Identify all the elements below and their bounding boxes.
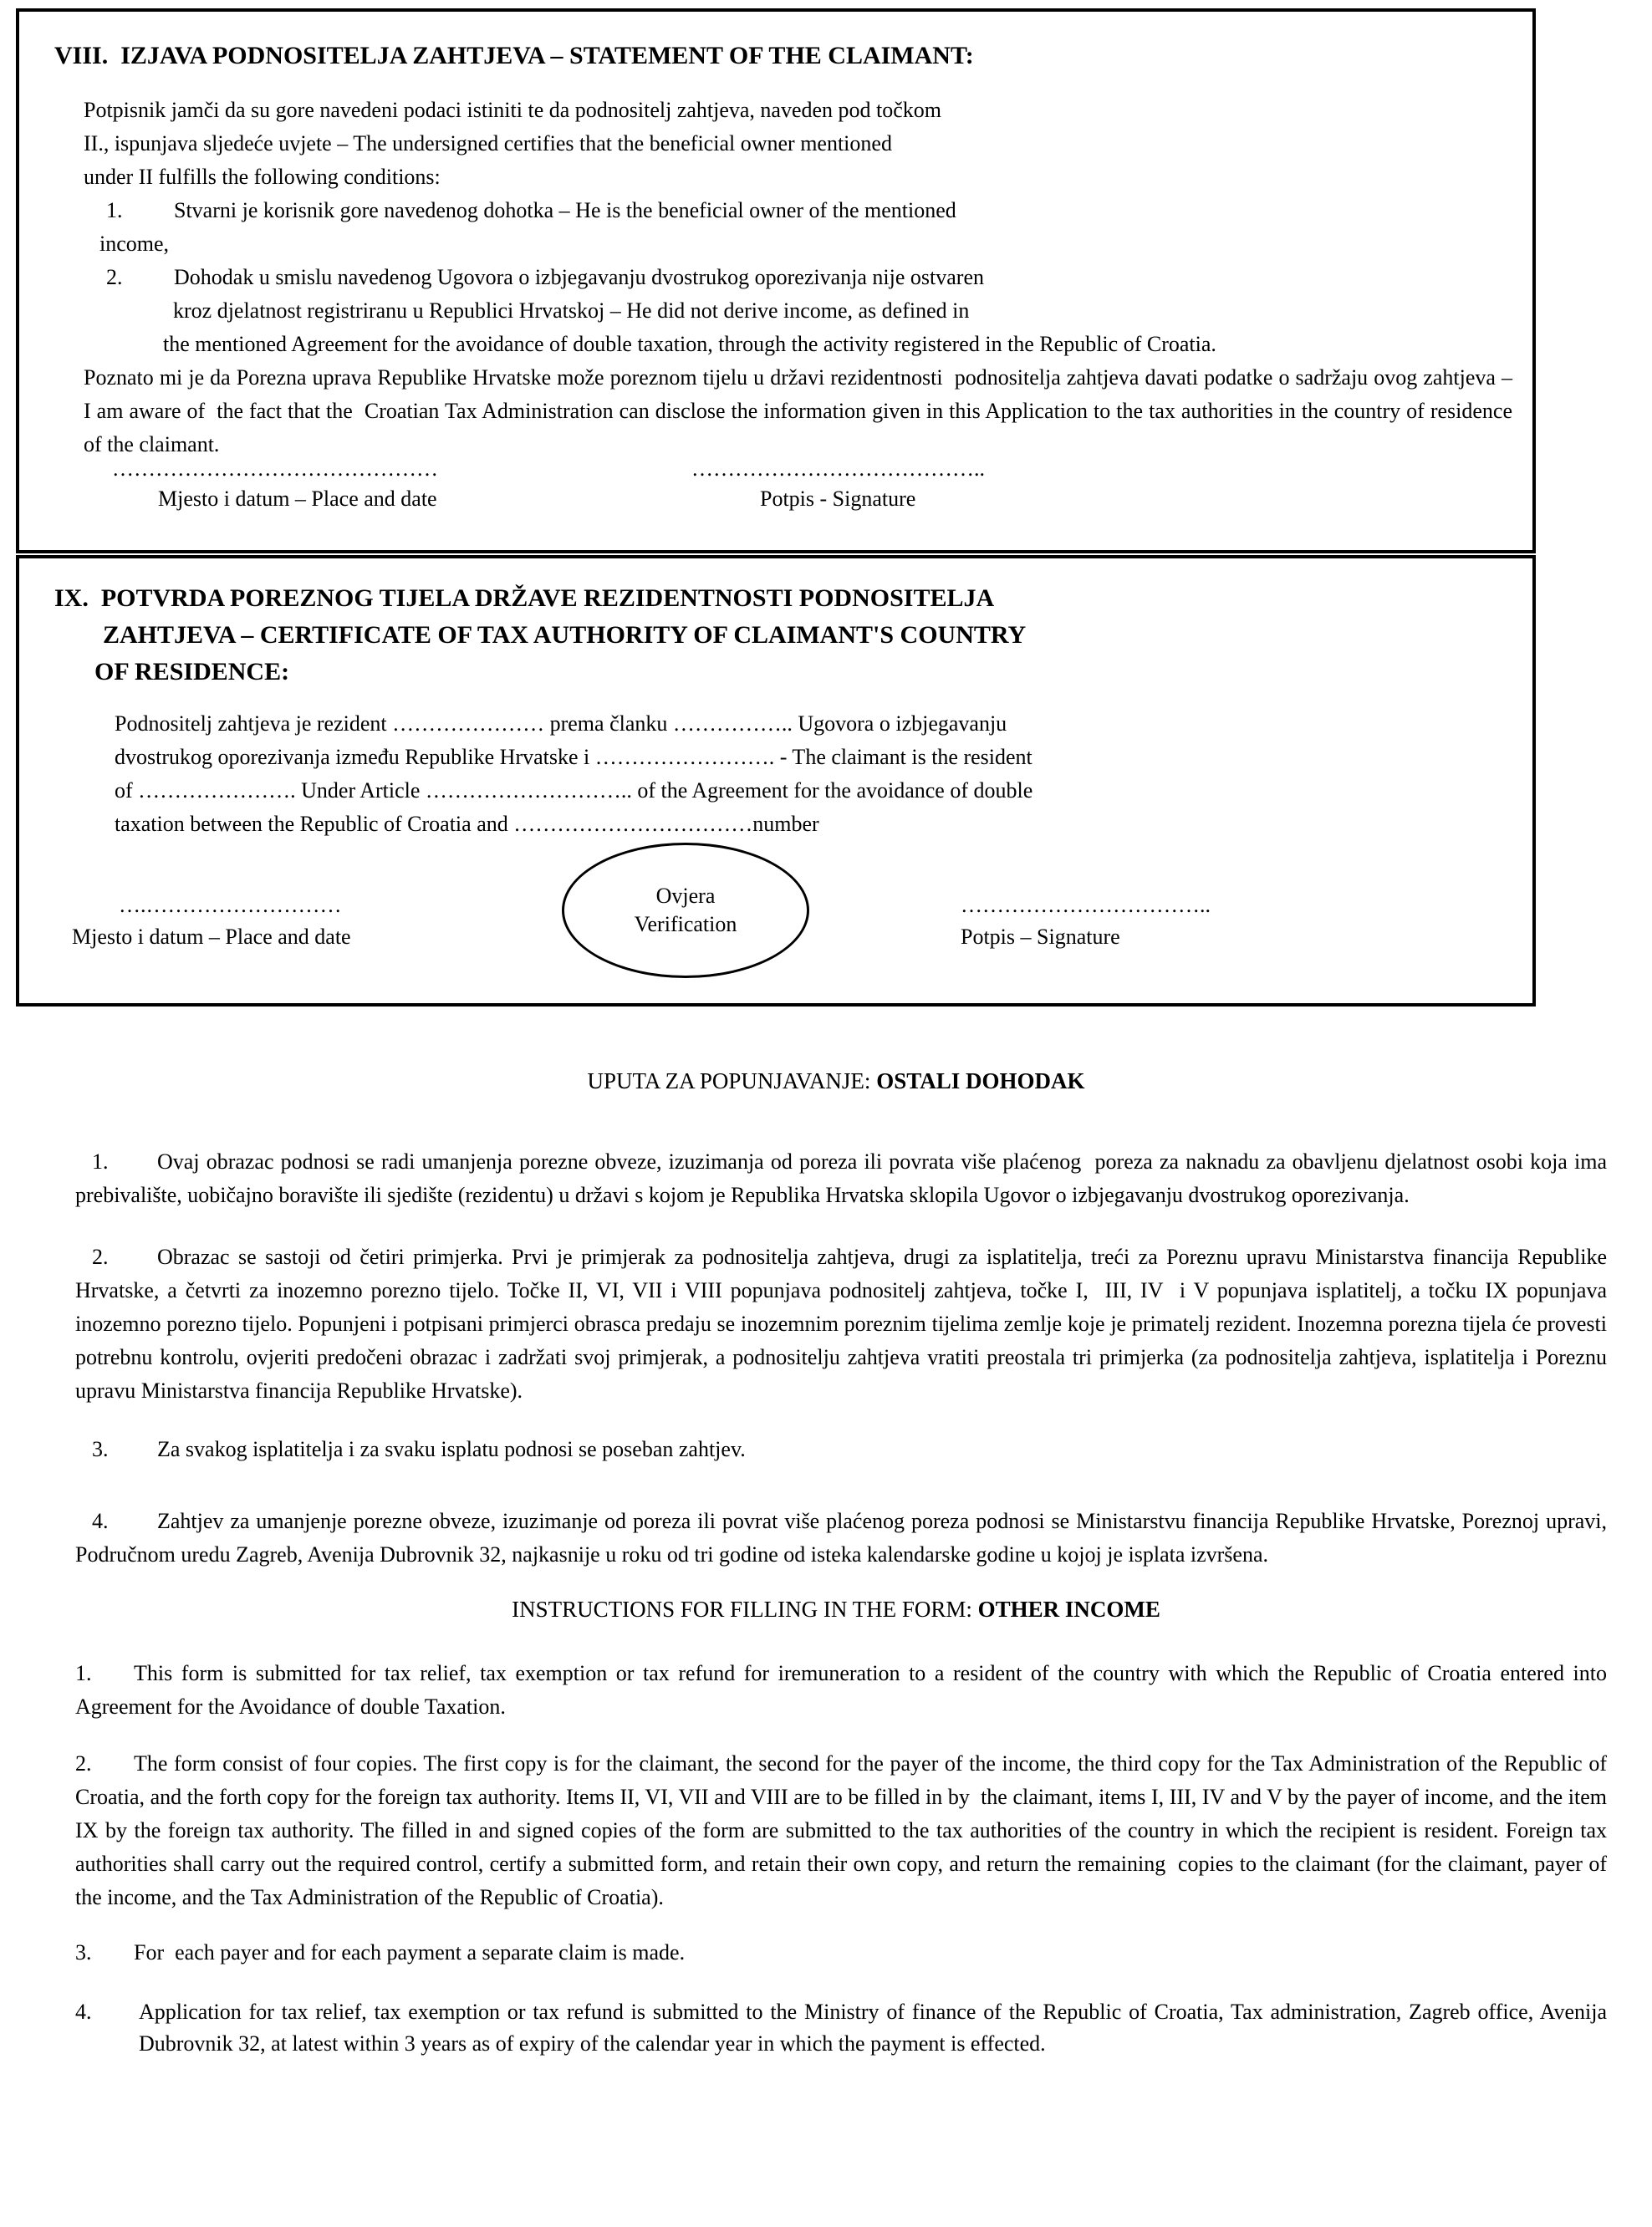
- signature-label: Potpis – Signature: [961, 925, 1120, 949]
- item-text: Zahtjev za umanjenje porezne obveze, izuzimanje od poreza ili povrat više plaćenog poreza podnosi se Ministarstvu financija Republike Hrvatske, Poreznoj upravi, Područnom uredu Zagreb, Avenija Dubrovnik 32, najkasnije u roku od tri godine od isteka kalendarske godine u kojoj je isplata izvršena.: [75, 1509, 1607, 1567]
- heading-prefix: UPUTA ZA POPUNJAVANJE:: [587, 1068, 877, 1093]
- instruction-item: [75, 1145, 1607, 1212]
- certificate-body-line: dvostrukog oporezivanja između Republike Hrvatske i ……………………. - The claimant is the resident: [115, 745, 1032, 769]
- item-number: 2.: [92, 1245, 109, 1269]
- item-text: Dohodak u smislu navedenog Ugovora o izbjegavanju dvostrukog oporezivanja nije ostvaren: [174, 265, 984, 289]
- section-ix: [16, 555, 1536, 1006]
- statement-item-1-cont: income,: [99, 232, 170, 256]
- item-text: This form is submitted for tax relief, tax exemption or tax refund for iremuneration to a resident of the country with which the Republic of Croatia entered into Agreement for the Avoidance of double Taxation.: [75, 1661, 1607, 1719]
- statement-item-2-cont: the mentioned Agreement for the avoidance of double taxation, through the activity registered in the Republic of Croatia.: [163, 332, 1216, 356]
- section-ix-title-line: ZAHTJEVA – CERTIFICATE OF TAX AUTHORITY OF CLAIMANT'S COUNTRY: [103, 621, 1027, 649]
- instruction-item: [75, 1747, 1607, 1914]
- item-text: Za svakog isplatitelja i za svaku isplatu podnosi se poseban zahtjev.: [157, 1437, 746, 1461]
- section-viii-title: VIII. IZJAVA PODNOSITELJA ZAHTJEVA – STATEMENT OF THE CLAIMANT:: [54, 42, 974, 69]
- stamp-text-hr: Ovjera: [655, 884, 716, 908]
- place-date-dotted-line: ………………………………………: [112, 456, 438, 481]
- item-text: Stvarni je korisnik gore navedenog dohotka – He is the beneficial owner of the mentioned: [174, 198, 956, 222]
- item-text: For each payer and for each payment a separate claim is made.: [134, 1940, 686, 1965]
- item-text: Ovaj obrazac podnosi se radi umanjenja porezne obveze, izuzimanja od poreza ili povrata više plaćenog poreza za naknadu za obavljenu djelatnost osobi koja ima prebivalište, uobičajno boravište ili sjedište (rezidentu) u državi s kojom je Republika Hrvatska sklopila Ugovor o izbjegavanju dvostrukog oporezivanja.: [75, 1149, 1607, 1207]
- signature-label: Potpis - Signature: [760, 487, 916, 511]
- instructions-en-heading: [65, 1593, 1607, 1625]
- heading-bold: OSTALI DOHODAK: [876, 1068, 1085, 1093]
- statement-item-2: [106, 261, 1512, 294]
- signature-dotted-line: ……………………………..: [961, 893, 1211, 917]
- item-text: Obrazac se sastoji od četiri primjerka. Prvi je primjerak za podnositelja zahtjeva, drugi za isplatitelja, treći za Poreznu upravu Ministarstva financija Republike Hrvatske, a četvrti za inozemno porezno tijelo. Točke II, VI, VII i VIII popunjava podnositelj zahtjeva, točke I, III, IV i V popunjava isplatitelj, a točku IX popunjava inozemno porezno tijelo. Popunjeni i potpisani primjerci obrasca predaju se inozemnim poreznim tijelima zemlje koje je primatelj rezident. Inozemna porezna tijela će provesti potrebnu kontrolu, ovjeriti predočeni obrazac i zadržati svoj primjerak, a podnositelju zahtjeva vratiti preostala tri primjerka (za podnositelja zahtjeva, isplatitelja i Poreznu upravu Ministarstva financija Republike Hrvatske).: [75, 1245, 1607, 1403]
- section-ix-title-line: OF RESIDENCE:: [94, 658, 290, 685]
- signature-area-ix: [23, 839, 1529, 983]
- item-text: The form consist of four copies. The first copy is for the claimant, the second for the payer of the income, the third copy for the Tax Administration of the Republic of Croatia, and the forth copy for the foreign tax authority. Items II, VI, VII and VIII are to be filled in by the claimant, items I, III, IV and V by the payer of income, and the item IX by the foreign tax authority. The filled in and signed copies of the form are submitted to the tax authorities of the country in which the recipient is resident. Foreign tax authorities shall carry out the required control, certify a submitted form, and retain their own copy, and return the remaining copies to the claimant (for the claimant, payer of the income, and the Tax Administration of the Republic of Croatia).: [75, 1751, 1607, 1909]
- item-number: 3.: [92, 1437, 109, 1461]
- statement-intro-line: under II fulfills the following conditions:: [84, 165, 441, 189]
- item-number: 2.: [106, 265, 123, 289]
- instruction-item: [75, 1241, 1607, 1408]
- instructions-hr-heading: [65, 1065, 1607, 1097]
- place-date-label: Mjesto i datum – Place and date: [158, 487, 437, 511]
- certificate-body-line: taxation between the Republic of Croatia and ……………………………number: [115, 812, 819, 836]
- instructions-croatian: [65, 1065, 1607, 1572]
- heading-bold: OTHER INCOME: [977, 1597, 1160, 1622]
- item-number: 3.: [75, 1940, 92, 1965]
- instruction-item: [75, 1936, 1607, 1970]
- instruction-item: [75, 1996, 1607, 2060]
- certificate-body-line: Podnositelj zahtjeva je rezident ………………… prema članku …………….. Ugovora o izbjegavanju: [115, 711, 1007, 736]
- statement-item-1: [106, 194, 1512, 227]
- heading-prefix: INSTRUCTIONS FOR FILLING IN THE FORM:: [512, 1597, 978, 1622]
- statement-closing-paragraph: Poznato mi je da Porezna uprava Republike Hrvatske može poreznom tijelu u državi rezidentnosti podnositelja zahtjeva davati podatke o sadržaju ovog zahtjeva – I am aware of the fact that the Croatian Tax Administration can disclose the information given in this Application to the tax authorities in the country of residence of the claimant.: [84, 365, 1512, 456]
- place-date-label: Mjesto i datum – Place and date: [72, 925, 351, 949]
- statement-intro-line: II., ispunjava sljedeće uvjete – The undersigned certifies that the beneficial owner mentioned: [84, 131, 892, 155]
- verification-stamp-ellipse: [562, 843, 809, 978]
- item-number: 4.: [92, 1509, 109, 1533]
- item-number: 4.: [75, 2000, 92, 2024]
- section-ix-title-line: IX. POTVRDA POREZNOG TIJELA DRŽAVE REZIDENTNOSTI PODNOSITELJA: [54, 584, 995, 612]
- statement-item-2-cont: kroz djelatnost registriranu u Republici Hrvatskoj – He did not derive income, as defined in: [173, 298, 970, 323]
- item-number: 1.: [75, 1661, 92, 1685]
- stamp-text-en: Verification: [634, 912, 737, 936]
- item-text: Application for tax relief, tax exemption or tax refund is submitted to the Ministry of finance of the Republic of Croatia, Tax administration, Zagreb office, Avenija Dubrovnik 32, at latest within 3 years as of expiry of the calendar year in which the payment is effected.: [139, 2000, 1607, 2056]
- instructions-english: [65, 1593, 1607, 2060]
- instruction-item: [75, 1657, 1607, 1724]
- instruction-item: [75, 1433, 1607, 1466]
- certificate-body-line: of …………………. Under Article ……………………….. of the Agreement for the avoidance of double: [115, 778, 1033, 803]
- section-viii: [16, 8, 1536, 553]
- signature-dotted-line: …………………………………..: [691, 456, 985, 481]
- item-number: 1.: [106, 198, 123, 222]
- signature-area-viii: [23, 456, 1529, 537]
- item-number: 1.: [92, 1149, 109, 1174]
- item-number: 2.: [75, 1751, 92, 1776]
- statement-intro-line: Potpisnik jamči da su gore navedeni podaci istiniti te da podnositelj zahtjeva, naveden pod točkom: [84, 98, 942, 122]
- instruction-item: [75, 1505, 1607, 1572]
- place-date-dotted-line: ….………………………: [119, 893, 342, 917]
